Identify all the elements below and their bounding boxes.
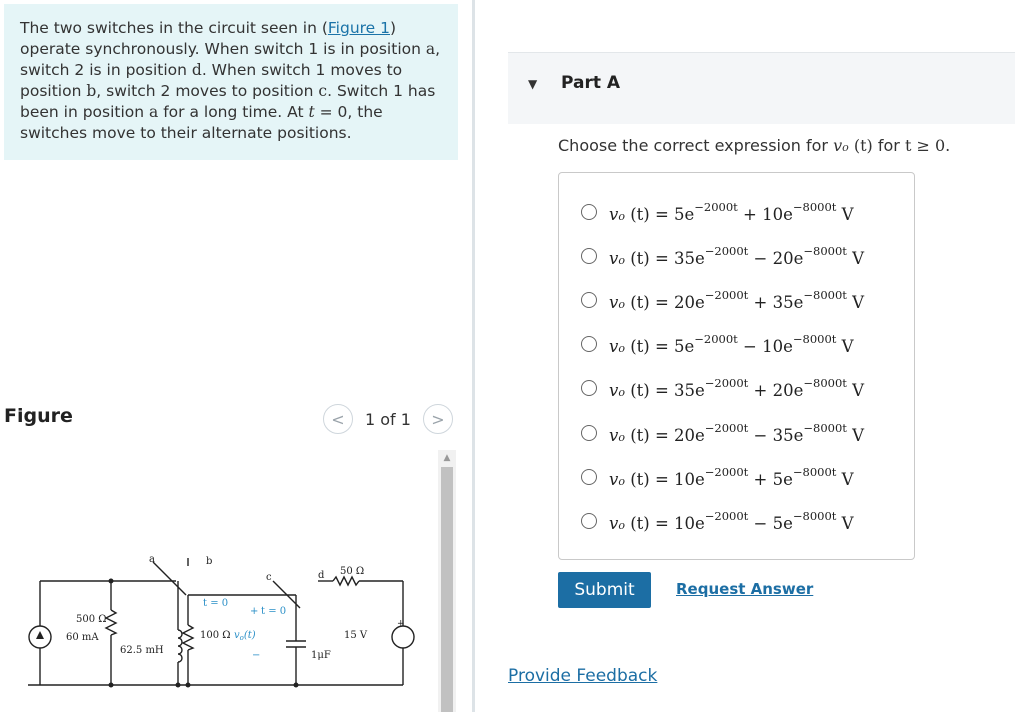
part-a-header[interactable] (508, 52, 1015, 124)
question-sub: o (842, 141, 849, 154)
problem-text: = 0, the (314, 103, 383, 121)
request-answer-link[interactable]: Request Answer (676, 580, 814, 598)
option-expression: vo $(t) = 35e^{-2000t} - 20e^{-8000t}$ V (609, 244, 865, 268)
v15-label: 15 V (344, 630, 368, 641)
problem-text: . Switch 1 has (327, 82, 436, 100)
problem-text: for a long time. At (158, 103, 309, 121)
answer-options (558, 172, 915, 560)
i60-label: 60 mA (66, 632, 99, 643)
radio-button[interactable] (581, 380, 597, 396)
option-expression: vo $(t) = 5e^{-2000t} + 10e^{-8000t}$ V (609, 200, 854, 224)
position-d: d (191, 61, 202, 79)
collapse-caret-icon[interactable]: ▼ (528, 77, 538, 91)
position-b: b (86, 82, 97, 100)
r50-label: 50 Ω (340, 566, 365, 577)
provide-feedback-link[interactable]: Provide Feedback (508, 666, 658, 686)
question-prompt (558, 136, 950, 155)
figure-label: Figure (4, 405, 73, 427)
switch-d-label: d (318, 570, 325, 581)
switch-c-label: c (266, 572, 272, 583)
problem-text: been in position (20, 103, 150, 121)
radio-button[interactable] (581, 292, 597, 308)
position-c: c (318, 82, 328, 100)
scroll-thumb[interactable] (441, 467, 453, 712)
problem-text: ) (390, 19, 397, 37)
question-var: v (833, 136, 843, 155)
vo-plus-label: + (250, 606, 259, 617)
option-5[interactable] (581, 373, 864, 403)
radio-button[interactable] (581, 513, 597, 529)
switch-b-label: b (206, 556, 213, 567)
problem-text: The two switches in the circuit seen in ( (20, 19, 328, 37)
time-var: t (308, 103, 315, 121)
option-expression: vo $(t) = 10e^{-2000t} + 5e^{-8000t}$ V (609, 465, 854, 489)
r100-label: 100 Ω (200, 630, 231, 641)
question-for: for (872, 136, 905, 155)
chevron-right-icon: > (431, 409, 445, 429)
position-a: a (149, 103, 159, 121)
option-expression: vo $(t) = 20e^{-2000t} + 35e^{-8000t}$ V (609, 288, 865, 312)
option-expression: vo $(t) = 10e^{-2000t} - 5e^{-8000t}$ V (609, 509, 854, 533)
option-4[interactable] (581, 329, 854, 359)
figure-scrollbar[interactable] (438, 450, 456, 712)
t0-label-1: t = 0 (203, 598, 229, 609)
option-2[interactable] (581, 241, 864, 271)
figure-link[interactable]: Figure 1 (327, 19, 391, 37)
option-expression: vo $(t) = 35e^{-2000t} + 20e^{-8000t}$ V (609, 376, 865, 400)
l625-label: 62.5 mH (120, 645, 164, 656)
submit-button[interactable]: Submit (558, 572, 651, 608)
option-8[interactable] (581, 506, 854, 536)
option-3[interactable] (581, 285, 864, 315)
problem-text: , (435, 40, 441, 58)
option-expression: vo $(t) = 20e^{-2000t} - 35e^{-8000t}$ V (609, 421, 865, 445)
problem-text: switch 2 is in position (20, 61, 192, 79)
prev-figure-button[interactable] (323, 404, 353, 434)
c1-label: 1μF (311, 650, 331, 661)
vo-minus-label: − (252, 650, 261, 661)
left-pane (0, 0, 472, 712)
switch-a-label: a (149, 554, 155, 565)
problem-text: , switch 2 moves to position (96, 82, 319, 100)
question-arg: (t) (848, 136, 873, 155)
circuit-diagram (28, 548, 428, 698)
radio-button[interactable] (581, 204, 597, 220)
t0-label-2: t = 0 (261, 606, 287, 617)
figure-pager (323, 404, 453, 434)
problem-text: switches move to their alternate positions. (20, 124, 352, 142)
problem-text: position (20, 82, 87, 100)
vo-label: $v_o(t)$ (234, 630, 256, 642)
problem-statement (4, 4, 458, 160)
scroll-up-arrow-icon[interactable]: ▲ (443, 453, 451, 463)
question-text: Choose the correct expression for (558, 136, 834, 155)
chevron-left-icon: < (331, 409, 345, 429)
source-plus-label: + (397, 619, 405, 629)
problem-text: . When switch 1 moves to (201, 61, 403, 79)
next-figure-button[interactable] (423, 404, 453, 434)
problem-text: operate synchronously. When switch 1 is in position (20, 40, 426, 58)
option-7[interactable] (581, 462, 854, 492)
option-expression: vo $(t) = 5e^{-2000t} - 10e^{-8000t}$ V (609, 332, 854, 356)
radio-button[interactable] (581, 425, 597, 441)
radio-button[interactable] (581, 469, 597, 485)
radio-button[interactable] (581, 336, 597, 352)
part-title: Part A (561, 73, 621, 93)
position-a: a (425, 40, 436, 58)
radio-button[interactable] (581, 248, 597, 264)
question-condition: t ≥ 0. (904, 136, 951, 155)
pane-divider[interactable] (472, 0, 475, 712)
pager-count: 1 of 1 (365, 409, 411, 429)
option-6[interactable] (581, 418, 864, 448)
r500-label: 500 Ω (76, 614, 107, 625)
option-1[interactable] (581, 197, 854, 227)
